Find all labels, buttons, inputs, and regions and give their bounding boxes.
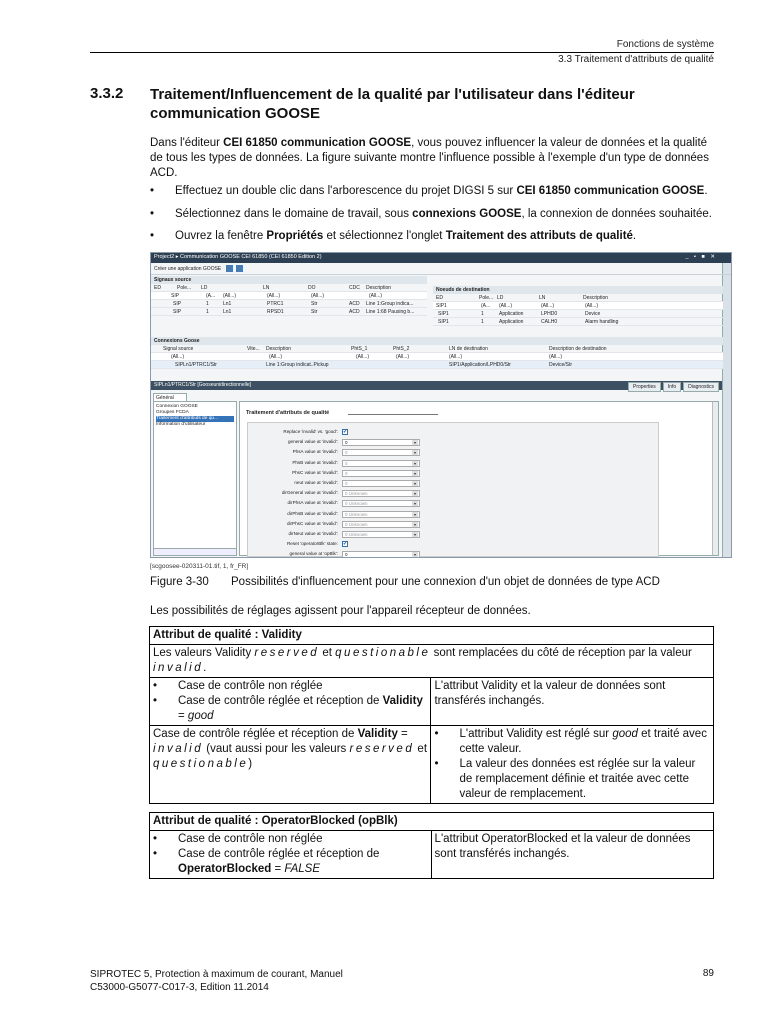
- dropdown-value: 0: [345, 450, 348, 456]
- figure-caption: Possibilités d'influencement pour une connexion d'un objet de données de type ACD: [231, 576, 660, 588]
- chevron-down-icon[interactable]: ▾: [413, 552, 416, 558]
- quality-setting-row: [248, 511, 488, 519]
- header-chapter: Fonctions de système: [616, 39, 714, 50]
- table-cell: L'attribut OperatorBlocked et la valeur de données sont transférés inchangés.: [431, 831, 713, 879]
- paragraph: Les possibilités de réglages agissent pour l'appareil récepteur de données.: [150, 605, 531, 617]
- window-controls[interactable]: _ ▪ ■ ✕: [685, 254, 717, 260]
- quality-setting-row: [248, 480, 488, 488]
- setting-label: dirPhsC value at 'invalid':: [286, 520, 338, 526]
- chevron-down-icon[interactable]: ▾: [413, 440, 416, 446]
- page-number: 89: [702, 968, 714, 979]
- nav-item-selected[interactable]: Traitement d'attributs de qu...: [156, 416, 234, 422]
- quality-processing-panel: [239, 401, 719, 556]
- source-signals-pane: Signaux source ED Pole... LD LN DO CDC Description SIP (A... (All...) (All...) (All...) (All...) SIP 1 Ln1 PTRC1 Str ACD Line 1:Group indica... SIP 1 Ln1 RPSD1 Str ACD Line 1:68 Pausing b...: [151, 276, 427, 334]
- task-cards-sidebar[interactable]: [722, 263, 731, 557]
- dropdown-value: 0 Unknown: [345, 521, 368, 527]
- table-header-row: ED Pole... LD LN Description: [433, 294, 723, 302]
- quality-setting-row: [248, 439, 488, 447]
- goose-connections-pane: Connexions Goose Signal source Vite... Description PhtS_1 PhtS_2 LN de destination Description de destination (All...) (All...) (All...) (All...) (All...) (All...) SIPLn1/PTRC1/Str Line 1:Group indicat..Pickup SIP1/Application/LPHD0/Str Device/Str: [151, 337, 723, 377]
- table-row[interactable]: SIP 1 Ln1 PTRC1 Str ACD Line 1:Group indica...: [151, 300, 427, 308]
- table-row[interactable]: (All...) (All...) (All...) (All...) (All...) (All...): [151, 353, 723, 361]
- setting-label: dirNeut value at 'invalid':: [288, 531, 338, 536]
- chevron-down-icon[interactable]: ▾: [413, 532, 416, 537]
- validity-table: [149, 626, 714, 804]
- operator-blocked-table: [149, 812, 714, 879]
- setting-label: PhsB value at 'invalid':: [292, 459, 338, 465]
- quality-setting-row: [248, 460, 488, 468]
- section-title: Traitement/Influencement de la qualité par l'utilisateur dans l'éditeur communication GOOSE: [150, 86, 635, 122]
- quality-checkbox[interactable]: ✔: [343, 541, 348, 548]
- quality-setting-row: [248, 449, 488, 457]
- setting-label: dirPhsA value at 'invalid':: [287, 500, 338, 506]
- quality-setting-row: [248, 541, 488, 549]
- replacement-value-dropdown[interactable]: [342, 490, 420, 497]
- chevron-down-icon[interactable]: ▾: [413, 501, 416, 507]
- quality-setting-row: [248, 551, 488, 558]
- footer-line: C53000-G5077-C017-3, Edition 11.2014: [90, 982, 269, 993]
- dropdown-value: 0 Unknown: [345, 511, 368, 517]
- panel-scrollbar[interactable]: [712, 402, 718, 555]
- header-section: 3.3 Traitement d'attributs de qualité: [558, 54, 714, 65]
- properties-titlebar: SIPLn1/PTRC1/Str [Gooseunidirectionnelle]: [151, 381, 722, 390]
- tab-info[interactable]: Info: [663, 382, 681, 392]
- nav-item[interactable]: Connexion GOOSE: [156, 404, 198, 409]
- setting-label: dirGeneral value at 'invalid':: [281, 490, 338, 496]
- chevron-down-icon[interactable]: ▾: [413, 450, 416, 456]
- table-cell: • Case de contrôle non réglée • Case de contrôle réglée et réception de Validity = good: [150, 678, 431, 726]
- quality-setting-row: [248, 500, 488, 508]
- quality-settings-box: [247, 422, 659, 557]
- chevron-down-icon[interactable]: ▾: [413, 460, 416, 466]
- chevron-down-icon[interactable]: ▾: [413, 511, 416, 517]
- replacement-value-dropdown[interactable]: [342, 470, 420, 477]
- quality-setting-row: [248, 490, 488, 498]
- section-number: 3.3.2: [90, 85, 124, 102]
- table-header-row: Signal source Vite... Description PhtS_1 PhtS_2 LN de destination Description de destination: [151, 345, 723, 353]
- quality-setting-row: [248, 521, 488, 529]
- footer: [90, 968, 343, 994]
- table-cell: • L'attribut Validity est réglé sur good et traité avec cette valeur. • La valeur des données est réglée sur la valeur de remplacement définie et traitée avec cette valeur de remplacement.: [431, 726, 714, 804]
- intro-paragraph: Dans l'éditeur CEI 61850 communication GOOSE, vous pouvez influencer la valeur de données et la qualité de tous les types de données. La figure suivante montre l'influence possible à l'exemple d'un type de données ACD.: [150, 137, 709, 179]
- image-source-ref: [scgoosee-020311-01.tif, 1, fr_FR]: [150, 563, 249, 570]
- dropdown-value: 0 Unknown: [345, 491, 368, 497]
- chevron-down-icon[interactable]: ▾: [413, 491, 416, 497]
- nav-item[interactable]: Information d'utilisateur: [156, 422, 206, 427]
- setting-label: neut value at 'invalid':: [294, 480, 338, 485]
- setting-label: PhsA value at 'invalid':: [292, 449, 338, 455]
- create-goose-app-button[interactable]: Créer une application GOOSE: [154, 265, 222, 272]
- setting-label: Reset 'operatorBlk' state:: [286, 541, 338, 547]
- quality-setting-row: [248, 429, 488, 437]
- nav-item[interactable]: Groupes FCDA: [156, 410, 189, 415]
- replacement-value-dropdown[interactable]: [342, 439, 420, 446]
- table-row[interactable]: SIP (A... (All...) (All...) (All...) (All...): [151, 292, 427, 300]
- footer-line: SIPROTEC 5, Protection à maximum de courant, Manuel: [90, 969, 343, 980]
- toolbar-icon[interactable]: [226, 265, 233, 272]
- table-header: Attribut de qualité : Validity: [150, 627, 714, 645]
- replacement-value-dropdown[interactable]: [342, 531, 420, 538]
- setting-label: general value at 'opBlk':: [289, 551, 338, 557]
- table-row[interactable]: SIP 1 Ln1 RPSD1 Str ACD Line 1:68 Pausing b...: [151, 308, 427, 316]
- tab-diagnostics[interactable]: Diagnostics: [683, 382, 719, 392]
- chevron-down-icon[interactable]: ▾: [413, 481, 416, 486]
- goose-editor-screenshot: [150, 252, 732, 558]
- replacement-value-dropdown[interactable]: [342, 480, 420, 487]
- replacement-value-dropdown[interactable]: [342, 500, 420, 507]
- quality-setting-row: [248, 470, 488, 478]
- replacement-value-dropdown[interactable]: [342, 460, 420, 467]
- figure-number: Figure 3-30: [150, 576, 209, 588]
- header-rule: [90, 52, 714, 53]
- table-header: Attribut de qualité : OperatorBlocked (opBlk): [150, 813, 714, 831]
- table-row[interactable]: SIPLn1/PTRC1/Str Line 1:Group indicat..Pickup SIP1/Application/LPHD0/Str Device/Str: [151, 361, 723, 369]
- replacement-value-dropdown[interactable]: [342, 521, 420, 528]
- replacement-value-dropdown[interactable]: [342, 511, 420, 518]
- toolbar-icon[interactable]: [236, 265, 243, 272]
- chevron-down-icon[interactable]: ▾: [413, 521, 416, 527]
- tab-general[interactable]: Général: [153, 393, 187, 401]
- setting-label: dirPhsB value at 'invalid':: [287, 510, 338, 516]
- dropdown-value: 0: [345, 481, 348, 486]
- dropdown-value: 0: [345, 552, 348, 558]
- table-cell: Les valeurs Validity reserved et questionable sont remplacées du côté de réception par la valeur invalid.: [150, 645, 714, 678]
- panel-title: Traitement d'attributs de qualité: [246, 410, 330, 416]
- editor-titlebar: Project2 ▸ Communication GOOSE CEI 61850 (CEI 61850 Edition 2) _ ▪ ■ ✕: [151, 253, 731, 263]
- quality-setting-row: [248, 531, 488, 539]
- table-header-row: ED Pole... LD LN DO CDC Description: [151, 284, 427, 292]
- setting-label: Replace 'invalid' vs. 'good':: [283, 429, 338, 434]
- table-row[interactable]: SIP1 (A... (All...) (All...) (All...): [433, 302, 723, 310]
- table-cell: Case de contrôle réglée et réception de Validity = invalid (vaut aussi pour les valeurs reserved et questionable): [150, 726, 431, 804]
- tab-properties[interactable]: Properties: [628, 382, 661, 392]
- dropdown-value: 0 Unknown: [345, 532, 368, 537]
- table-cell: L'attribut Validity et la valeur de données sont transférés inchangés.: [431, 678, 714, 726]
- dropdown-value: 0: [345, 440, 348, 446]
- editor-toolbar: [151, 263, 731, 275]
- inspector-tabs: [628, 382, 719, 392]
- table-row[interactable]: SIP1 1 Application LPHD0 Device: [433, 310, 723, 318]
- dropdown-value: 0: [345, 460, 348, 466]
- quality-checkbox[interactable]: ✔: [343, 429, 348, 435]
- setting-label: general value at 'invalid':: [287, 439, 338, 445]
- setting-label: PhsC value at 'invalid':: [292, 469, 338, 475]
- destination-nodes-pane: Noeuds de destination ED Pole... LD LN Description SIP1 (A... (All...) (All...) (All...) SIP1 1 Application LPHD0 Device SIP1 1 Application CALH0 Alarm handling: [433, 286, 723, 334]
- chevron-down-icon[interactable]: ▾: [413, 470, 416, 476]
- dropdown-value: 0 Unknown: [345, 501, 368, 507]
- table-row[interactable]: SIP1 1 Application CALH0 Alarm handling: [433, 318, 723, 326]
- replacement-value-dropdown[interactable]: [342, 551, 420, 558]
- replacement-value-dropdown[interactable]: [342, 449, 420, 456]
- dropdown-value: 0: [345, 470, 348, 476]
- table-cell: • Case de contrôle non réglée • Case de contrôle réglée et réception de OperatorBlocked = FALSE: [150, 831, 432, 879]
